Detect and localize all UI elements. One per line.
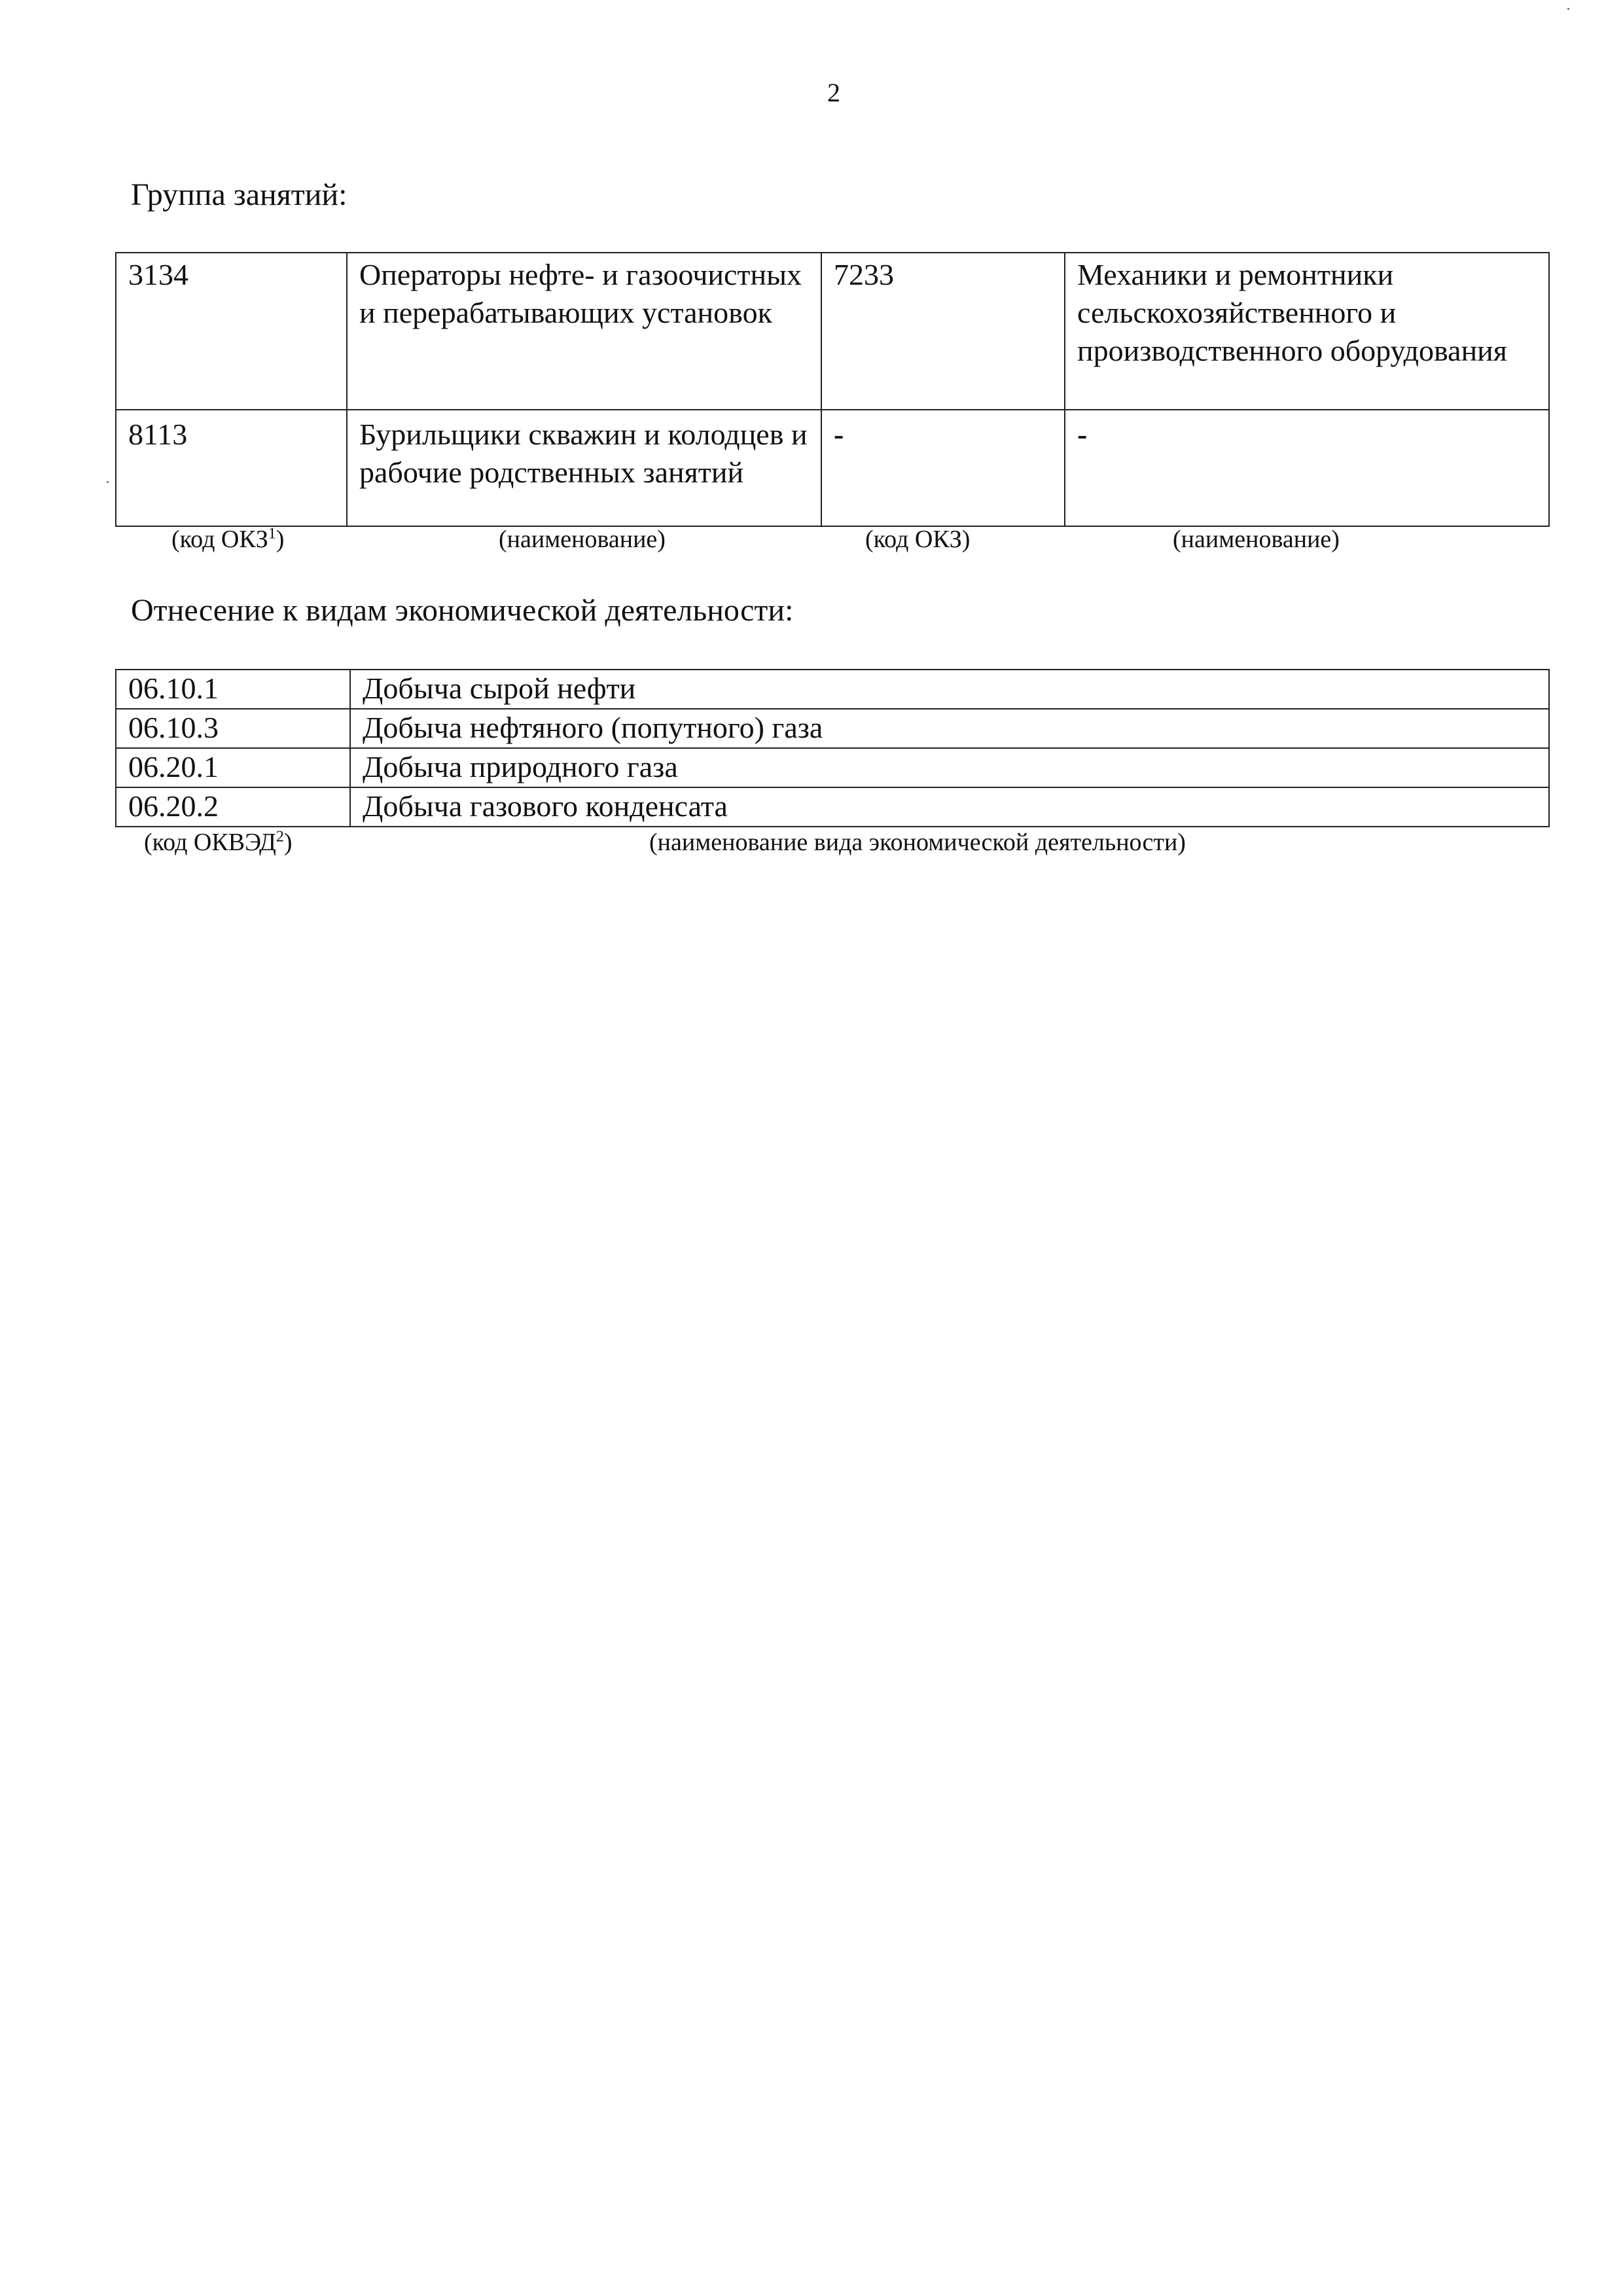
table-row (116, 787, 1549, 827)
okz-name-cell: - (1065, 410, 1549, 526)
okved-name-cell: Добыча газового конденсата (350, 787, 1549, 827)
economic-activity-title: Отнесение к видам экономической деятельности: (131, 593, 794, 628)
table-row (116, 748, 1549, 787)
okved-name-caption: (наименование вида экономической деятельности) (649, 829, 1186, 856)
okved-code-cell: 06.20.1 (116, 748, 350, 787)
okz-code-cell: 7233 (821, 253, 1065, 410)
footnote-marker: 2 (276, 828, 284, 846)
okz-name-caption: (наименование) (499, 526, 666, 553)
okz-code-cell: 3134 (116, 253, 347, 410)
okz-name-cell: Бурильщики скважин и колодцев и рабочие родственных занятий (347, 410, 821, 526)
okz-name-cell: Операторы нефте- и газоочистных и перерабатывающих установок (347, 253, 821, 410)
okved-code-caption: (код ОКВЭД$^2$) (144, 828, 293, 856)
economic-activity-table (115, 669, 1550, 827)
okved-name-cell: Добыча нефтяного (попутного) газа (350, 709, 1549, 748)
table-row (116, 670, 1549, 709)
okz-name-cell: Механики и ремонтники сельскохозяйственного и производственного оборудования (1065, 253, 1549, 410)
okz-code-cell: 8113 (116, 410, 347, 526)
occupation-group-table (115, 252, 1550, 527)
scan-speck (1567, 8, 1569, 10)
okved-name-cell: Добыча природного газа (350, 748, 1549, 787)
okved-name-cell: Добыча сырой нефти (350, 670, 1549, 709)
footnote-marker: 1 (268, 525, 276, 543)
okz-code-cell: - (821, 410, 1065, 526)
table-row (116, 410, 1549, 526)
okz-code-caption-right: (код ОКЗ) (865, 526, 971, 553)
okved-code-cell: 06.10.3 (116, 709, 350, 748)
scan-speck (107, 481, 109, 483)
okved-code-cell: 06.20.2 (116, 787, 350, 827)
table-row (116, 709, 1549, 748)
page-number: 2 (827, 78, 840, 107)
occupation-group-title: Группа занятий: (131, 177, 348, 212)
table-row (116, 253, 1549, 410)
okz-code-caption: (код ОКЗ$^1$) (171, 525, 285, 553)
okved-code-cell: 06.10.1 (116, 670, 350, 709)
okz-name-caption-right: (наименование) (1173, 526, 1340, 553)
